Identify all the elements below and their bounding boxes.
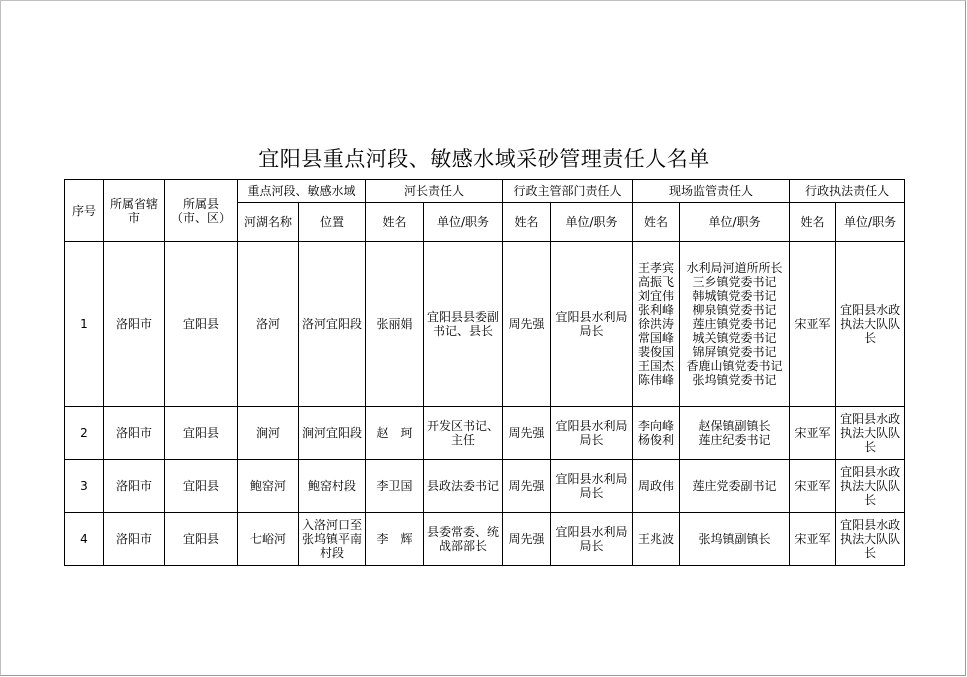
site-names-cell	[633, 513, 680, 566]
river-name-cell: 涧河	[238, 407, 299, 460]
chief-name-cell: 张丽娟	[366, 242, 424, 407]
list-item: 香鹿山镇党委书记	[686, 359, 783, 373]
enforce-unit-cell: 宜阳县水政执法大队队长	[836, 460, 905, 513]
list-item: 裴俊国	[638, 345, 675, 359]
table-row	[65, 460, 905, 513]
list-item: 莲庄党委副书记	[692, 479, 777, 493]
list-item: 周政伟	[638, 479, 675, 493]
header-enforce-group: 行政执法责任人	[790, 180, 905, 203]
list-item: 王国杰	[638, 359, 675, 373]
enforce-name-cell: 宋亚军	[790, 460, 836, 513]
admin-unit-cell: 宜阳县水利局局长	[551, 460, 633, 513]
list-item: 徐洪涛	[638, 317, 675, 331]
table-row	[65, 407, 905, 460]
list-item: 三乡镇党委书记	[692, 275, 777, 289]
header-location: 位置	[299, 203, 366, 242]
site-names-cell	[633, 407, 680, 460]
admin-unit-cell: 宜阳县水利局局长	[551, 242, 633, 407]
chief-unit-cell: 开发区书记、主任	[424, 407, 503, 460]
header-admin-unit: 单位/职务	[551, 203, 633, 242]
admin-name-cell: 周先强	[503, 460, 551, 513]
seq-cell: 2	[65, 407, 104, 460]
header-enforce-name: 姓名	[790, 203, 836, 242]
site-names-cell	[633, 460, 680, 513]
header-county: 所属县（市、区）	[165, 180, 238, 242]
chief-name-cell: 李卫国	[366, 460, 424, 513]
responsibility-table	[64, 179, 905, 566]
header-chief-unit: 单位/职务	[424, 203, 503, 242]
chief-name-cell: 李 辉	[366, 513, 424, 566]
table-row	[65, 513, 905, 566]
seq-cell: 1	[65, 242, 104, 407]
city-cell: 洛阳市	[104, 460, 165, 513]
list-item: 锦屏镇党委书记	[692, 345, 777, 359]
header-enforce-unit: 单位/职务	[836, 203, 905, 242]
site-units-cell	[680, 513, 790, 566]
admin-name-cell: 周先强	[503, 513, 551, 566]
county-cell: 宜阳县	[165, 242, 238, 407]
header-river-name: 河湖名称	[238, 203, 299, 242]
county-cell: 宜阳县	[165, 513, 238, 566]
admin-unit-cell: 宜阳县水利局局长	[551, 407, 633, 460]
list-item: 赵保镇副镇长	[698, 419, 771, 433]
enforce-name-cell: 宋亚军	[790, 513, 836, 566]
header-site-unit: 单位/职务	[680, 203, 790, 242]
header-site-name: 姓名	[633, 203, 680, 242]
location-cell: 鲍窑村段	[299, 460, 366, 513]
header-chief-name: 姓名	[366, 203, 424, 242]
list-item: 常国峰	[638, 331, 675, 345]
header-row-1	[65, 180, 905, 203]
header-site-group: 现场监管责任人	[633, 180, 790, 203]
admin-unit-cell: 宜阳县水利局局长	[551, 513, 633, 566]
chief-name-cell: 赵 珂	[366, 407, 424, 460]
table-row	[65, 242, 905, 407]
location-cell: 洛河宜阳段	[299, 242, 366, 407]
enforce-unit-cell: 宜阳县水政执法大队队长	[836, 513, 905, 566]
site-names-cell	[633, 242, 680, 407]
admin-name-cell: 周先强	[503, 242, 551, 407]
river-name-cell: 七峪河	[238, 513, 299, 566]
county-cell: 宜阳县	[165, 407, 238, 460]
list-item: 水利局河道所所长	[686, 261, 783, 275]
header-admin-name: 姓名	[503, 203, 551, 242]
chief-unit-cell: 县委常委、统战部部长	[424, 513, 503, 566]
list-item: 陈伟峰	[638, 373, 675, 387]
site-units-cell	[680, 242, 790, 407]
header-admin-group: 行政主管部门责任人	[503, 180, 633, 203]
river-name-cell: 洛河	[238, 242, 299, 407]
enforce-unit-cell: 宜阳县水政执法大队队长	[836, 407, 905, 460]
site-units-cell	[680, 460, 790, 513]
admin-name-cell: 周先强	[503, 407, 551, 460]
site-units-cell	[680, 407, 790, 460]
enforce-name-cell: 宋亚军	[790, 242, 836, 407]
county-cell: 宜阳县	[165, 460, 238, 513]
river-name-cell: 鲍窑河	[238, 460, 299, 513]
city-cell: 洛阳市	[104, 407, 165, 460]
city-cell: 洛阳市	[104, 513, 165, 566]
list-item: 李向峰	[638, 419, 675, 433]
header-city: 所属省辖市	[104, 180, 165, 242]
document-title: 宜阳县重点河段、敏感水域采砂管理责任人名单	[258, 147, 710, 171]
list-item: 杨俊利	[638, 433, 675, 447]
list-item: 城关镇党委书记	[692, 331, 777, 345]
chief-unit-cell: 县政法委书记	[424, 460, 503, 513]
header-seq: 序号	[65, 180, 104, 242]
city-cell: 洛阳市	[104, 242, 165, 407]
list-item: 莲庄镇党委书记	[692, 317, 777, 331]
header-chief-group: 河长责任人	[366, 180, 503, 203]
list-item: 莲庄纪委书记	[698, 433, 771, 447]
list-item: 张利峰	[638, 303, 675, 317]
location-cell: 入洛河口至张坞镇平南村段	[299, 513, 366, 566]
list-item: 柳泉镇党委书记	[692, 303, 777, 317]
list-item: 张坞镇副镇长	[698, 532, 771, 546]
enforce-unit-cell: 宜阳县水政执法大队队长	[836, 242, 905, 407]
list-item: 刘宜伟	[638, 289, 675, 303]
enforce-name-cell: 宋亚军	[790, 407, 836, 460]
list-item: 韩城镇党委书记	[692, 289, 777, 303]
header-river-group: 重点河段、敏感水域	[238, 180, 366, 203]
list-item: 张坞镇党委书记	[692, 373, 777, 387]
location-cell: 涧河宜阳段	[299, 407, 366, 460]
list-item: 王孝宾	[638, 261, 675, 275]
list-item: 高振飞	[638, 275, 675, 289]
chief-unit-cell: 宜阳县县委副书记、县长	[424, 242, 503, 407]
list-item: 王兆波	[638, 532, 675, 546]
seq-cell: 4	[65, 513, 104, 566]
seq-cell: 3	[65, 460, 104, 513]
